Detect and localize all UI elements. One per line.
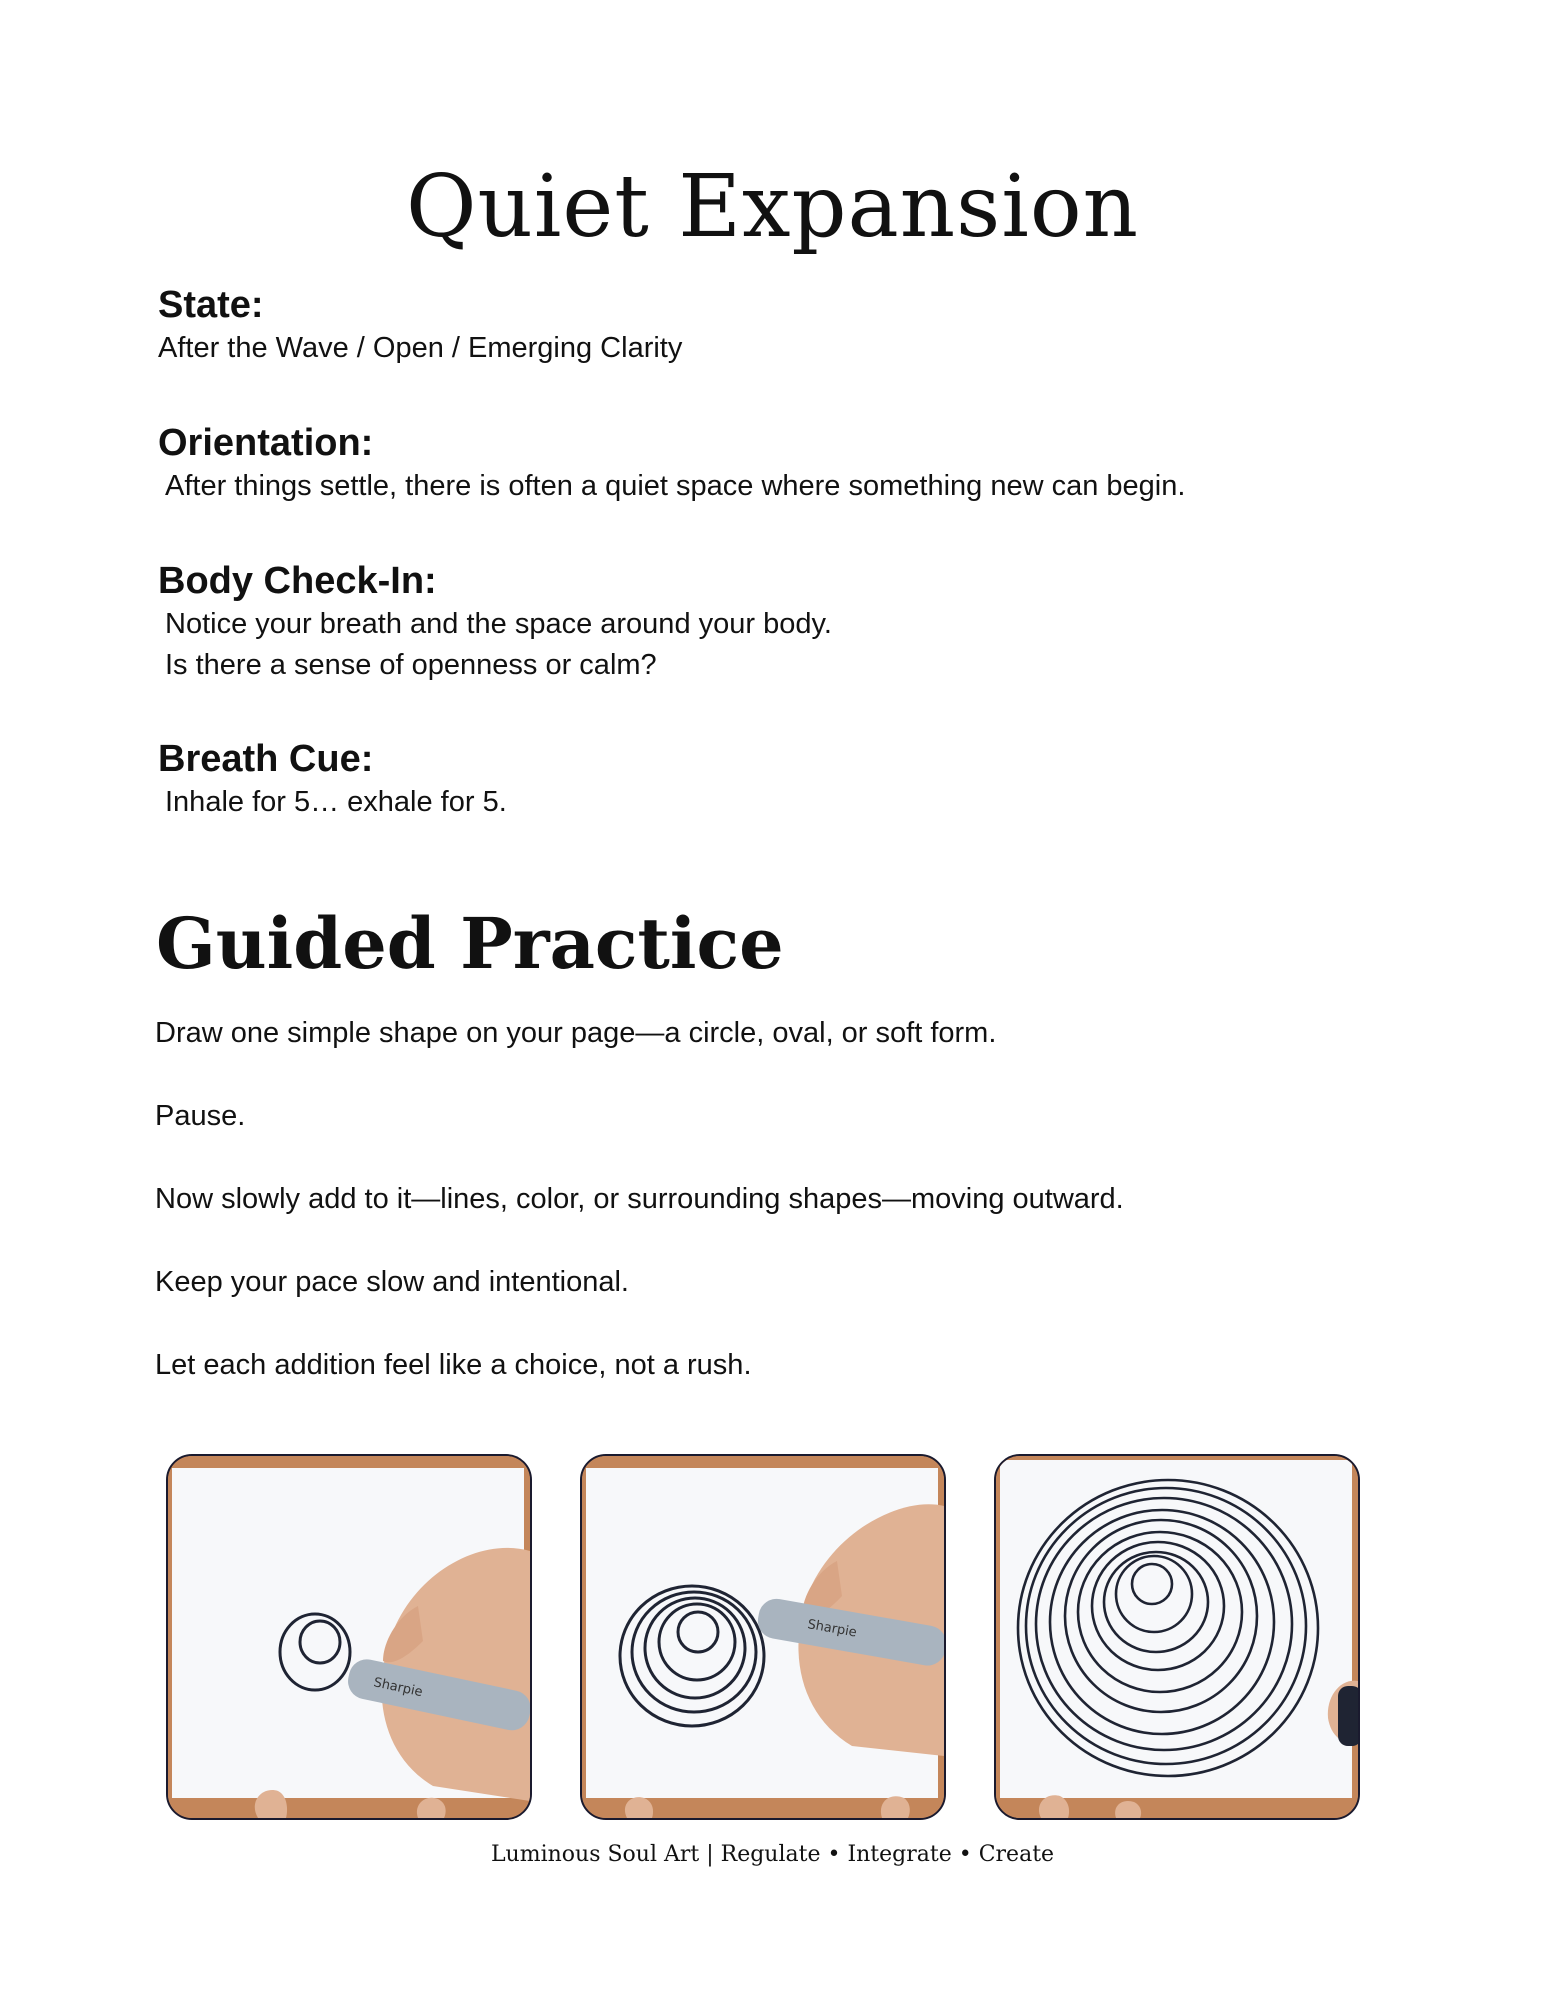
photo-concentric-complete <box>994 1454 1360 1820</box>
practice-step: Pause. <box>155 1100 246 1132</box>
state-text: After the Wave / Open / Emerging Clarity <box>158 332 683 364</box>
orientation-text: After things settle, there is often a quiet space where something new can begin. <box>165 470 1186 502</box>
body-check-in-label: Body Check-In: <box>158 560 437 602</box>
photo-small-spiral <box>166 1454 532 1820</box>
practice-step: Let each addition feel like a choice, not a rush. <box>155 1349 752 1381</box>
orientation-label: Orientation: <box>158 422 374 464</box>
page-title: Quiet Expansion <box>406 157 1139 257</box>
body-check-in-section <box>158 558 1398 686</box>
breath-cue-section <box>158 736 1398 823</box>
photo-concentric-progress <box>580 1454 946 1820</box>
breath-cue-text: Inhale for 5… exhale for 5. <box>165 786 507 818</box>
orientation-section <box>158 420 1398 507</box>
footer-tagline: Luminous Soul Art | Regulate • Integrate • Create <box>490 1842 1055 1867</box>
practice-step: Draw one simple shape on your page—a circle, oval, or soft form. <box>155 1017 997 1049</box>
guided-practice-heading: Guided Practice <box>156 902 784 985</box>
practice-step: Now slowly add to it—lines, color, or surrounding shapes—moving outward. <box>155 1183 1124 1215</box>
practice-step: Keep your pace slow and intentional. <box>155 1266 629 1298</box>
marker-label: Sharpie <box>806 1617 858 1641</box>
state-section <box>158 282 1398 369</box>
marker-label: Sharpie <box>372 1675 424 1701</box>
state-label: State: <box>158 284 264 326</box>
body-check-in-line: Notice your breath and the space around your body. <box>165 608 832 640</box>
body-check-in-line: Is there a sense of openness or calm? <box>165 649 657 681</box>
breath-cue-label: Breath Cue: <box>158 738 374 780</box>
